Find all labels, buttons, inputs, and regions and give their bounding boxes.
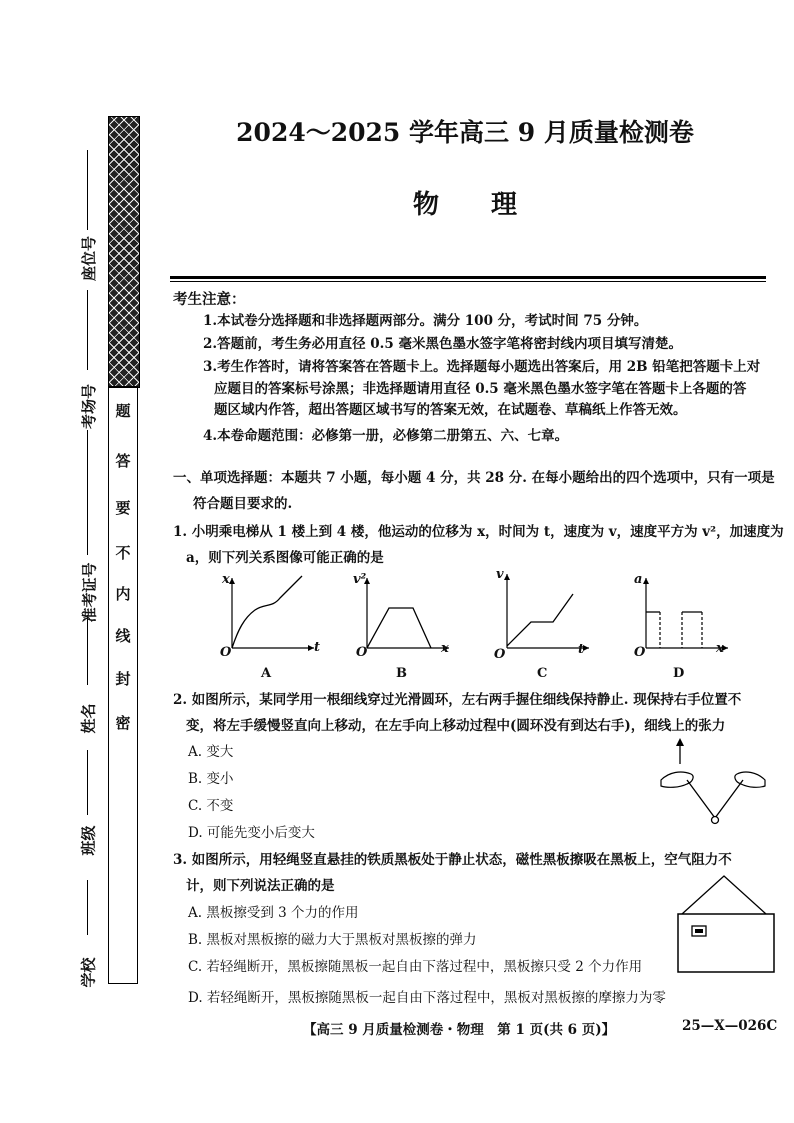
q2-option-b[interactable]: B. 变小 [188, 771, 234, 787]
notice-item: 2.答题前，考生务必用直径 0.5 毫米黑色墨水签字笔将密封线内项目填写清楚。 [203, 336, 682, 352]
left-hand-icon [661, 772, 693, 787]
seal-char: 题 [115, 402, 131, 420]
name-line[interactable] [87, 615, 88, 685]
admission-number-label: 准考证号 [80, 562, 99, 623]
q2-stem-cont: 变，将左手缓慢竖直向上移动，在左手向上移动过程中(圆环没有到达右手)，细线上的张力 [186, 718, 726, 734]
q1-stem-cont: a，则下列关系图像可能正确的是 [186, 550, 384, 566]
graph-c-origin: O [494, 647, 506, 662]
exam-room-label: 考场号 [80, 383, 99, 430]
notice-item: 1.本试卷分选择题和非选择题两部分。满分 100 分，考试时间 75 分钟。 [203, 313, 648, 329]
name-label: 姓名 [79, 703, 98, 734]
graph-b-x-axis: x [441, 641, 449, 656]
graph-d-y-axis: a [634, 572, 643, 587]
seal-char: 密 [115, 714, 131, 732]
graph-a-label: A [261, 666, 272, 681]
q3-option-d[interactable]: D. 若轻绳断开，黑板擦随黑板一起自由下落过程中，黑板对黑板擦的摩擦力为零 [188, 990, 666, 1006]
section-heading: 一、单项选择题：本题共 7 小题，每小题 4 分，共 28 分. 在每小题给出的四个选项中，只有一项是 [173, 470, 775, 486]
admission-number-line[interactable] [87, 430, 88, 555]
section-heading-cont: 符合题目要求的. [193, 496, 293, 512]
seal-char: 封 [115, 670, 131, 688]
header-rule-thin [170, 281, 766, 282]
notice-item: 4.本卷命题范围：必修第一册，必修第二册第五、六、七章。 [203, 428, 569, 444]
graph-a-x-axis: t [314, 640, 321, 655]
seal-char: 不 [115, 544, 131, 562]
header-rule-thick [170, 276, 766, 279]
q2-stem: 2. 如图所示，某同学用一根细线穿过光滑圆环，左右两手握住细线保持静止. 现保持右手位置不 [173, 692, 742, 708]
notice-item: 应题目的答案标号涂黑；非选择题请用直径 0.5 毫米黑色墨水签字笔在答题卡上各题的答 [214, 381, 747, 397]
class-line[interactable] [87, 750, 88, 815]
seal-char: 要 [115, 499, 131, 517]
notice-item: 3.考生作答时，请将答案答在答题卡上。选择题每小题选出答案后，用 2B 铅笔把答题卡上对 [203, 359, 761, 375]
school-line[interactable] [87, 880, 88, 935]
q2-option-a[interactable]: A. 变大 [188, 744, 234, 760]
seal-char: 线 [115, 627, 131, 645]
hands-string-figure [655, 736, 775, 830]
blackboard-icon [678, 914, 774, 972]
ring-icon [712, 817, 719, 824]
blackboard-figure [676, 864, 778, 978]
seal-char: 内 [115, 585, 131, 603]
graph-a-origin: O [220, 645, 232, 660]
graph-c-label: C [537, 666, 548, 681]
q1-stem: 1. 小明乘电梯从 1 楼上到 4 楼，他运动的位移为 x，时间为 t，速度为 v，速度平方为 v²，加速度为 [173, 524, 784, 540]
seat-number-line[interactable] [87, 150, 88, 230]
graph-d-origin: O [634, 645, 646, 660]
subject-title: 物 理 [412, 190, 517, 220]
graph-b-label: B [396, 666, 407, 681]
decorative-pattern [108, 116, 140, 388]
seal-char: 答 [115, 452, 131, 470]
graph-d-x-axis: x [716, 641, 724, 656]
graph-a-y-axis: x [222, 572, 230, 587]
exam-title: 2024～2025 学年高三 9 月质量检测卷 [236, 118, 694, 147]
q3-option-b[interactable]: B. 黑板对黑板擦的磁力大于黑板对黑板擦的弹力 [188, 932, 477, 948]
q3-stem: 3. 如图所示，用轻绳竖直悬挂的铁质黑板处于静止状态，磁性黑板擦吸在黑板上，空气阻力不 [173, 852, 732, 868]
q2-option-d[interactable]: D. 可能先变小后变大 [188, 825, 315, 841]
paper-code: 25—X—026C [682, 1018, 778, 1034]
page-footer: 【高三 9 月质量检测卷・物理 第 1 页(共 6 页)】 [303, 1022, 616, 1038]
graph-d-label: D [673, 666, 685, 681]
graph-b-y-axis: v² [353, 572, 367, 587]
exam-room-line[interactable] [87, 290, 88, 370]
class-label: 班级 [79, 825, 98, 856]
graph-c-y-axis: v [496, 567, 504, 582]
graph-b-origin: O [356, 645, 368, 660]
q3-stem-cont: 计，则下列说法正确的是 [186, 878, 335, 894]
q2-option-c[interactable]: C. 不变 [188, 798, 234, 814]
q3-option-a[interactable]: A. 黑板擦受到 3 个力的作用 [188, 905, 359, 921]
graph-c-x-axis: t [578, 642, 585, 657]
seat-number-label: 座位号 [80, 235, 99, 282]
upward-arrow-icon [676, 738, 684, 746]
q3-option-c[interactable]: C. 若轻绳断开，黑板擦随黑板一起自由下落过程中，黑板擦只受 2 个力作用 [188, 959, 643, 975]
notice-item: 题区域内作答，超出答题区域书写的答案无效，在试题卷、草稿纸上作答无效。 [214, 402, 687, 418]
school-label: 学校 [79, 957, 98, 988]
notice-heading: 考生注意： [173, 291, 246, 308]
